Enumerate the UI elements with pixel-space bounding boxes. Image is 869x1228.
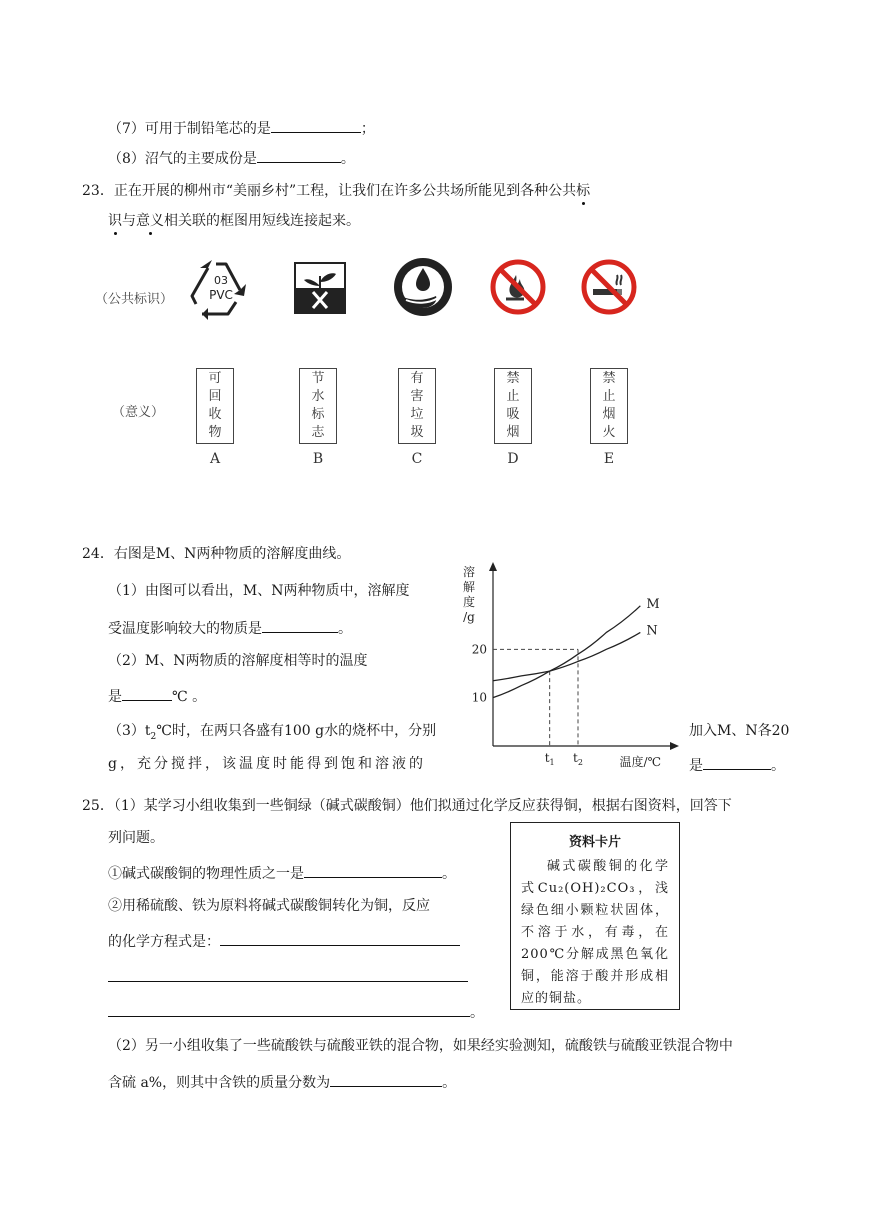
meaning-char: 收 [208, 407, 222, 422]
meaning-box[interactable] [398, 368, 436, 444]
meaning-char: 物 [208, 425, 222, 440]
answer-line[interactable] [108, 981, 468, 982]
q22-item7: （7）可用于制铅笔芯的是 ； [108, 118, 375, 138]
recycle-code-label: 03 [214, 274, 228, 287]
answer-blank[interactable] [257, 148, 341, 163]
q25-s3: 的化学方程式是： [108, 931, 460, 951]
answer-blank[interactable] [271, 118, 361, 133]
meaning-char: 有 [410, 371, 424, 386]
x-tick-label: $t_1$ [544, 751, 555, 767]
answer-blank[interactable] [262, 618, 338, 633]
meaning-box[interactable] [494, 368, 532, 444]
meaning-char: 可 [208, 371, 222, 386]
hazardous-waste-icon [294, 262, 346, 314]
y-tick-label: 20 [471, 642, 487, 657]
meaning-char: 火 [602, 425, 616, 440]
recycle-pvc-icon [188, 254, 254, 320]
q23-line2: 识与意义相关联的框图用短线连接起来。 [108, 213, 360, 229]
card-body: 碱式碳酸铜的化学式Cu₂(OH)₂CO₃，浅绿色细小颗粒状固体，不溶于水，有毒，在200℃分解成黑色氧化铜，能溶于酸并形成相应的铜盐。 [521, 859, 669, 1006]
meaning-char: 水 [311, 389, 325, 404]
answer-blank[interactable] [703, 755, 771, 770]
series-label: M [646, 596, 660, 612]
x-axis-label: 温度/℃ [619, 755, 661, 769]
signs-label: （公共标识） [95, 292, 174, 307]
q24-p3b-right: 是 。 [689, 755, 785, 775]
meaning-box[interactable] [590, 368, 628, 444]
q24-p3a: $(3)t_2℃$时，在两只各盛有100 g水的烧杯中，分别 [108, 723, 437, 742]
answer-blank[interactable] [330, 1072, 442, 1087]
y-axis-label: /g [463, 610, 475, 624]
meaning-letter: C [411, 451, 423, 467]
answer-blank[interactable] [304, 863, 442, 878]
y-tick-label: 10 [471, 690, 487, 705]
y-axis-label: 度 [462, 595, 476, 609]
y-axis-label: 解 [462, 580, 476, 594]
meaning-char: 禁 [506, 371, 520, 386]
series-label: N [646, 623, 658, 639]
q24-p1b: 受温度影响较大的物质是 。 [108, 618, 352, 638]
q23-line1: 23．正在开展的柳州市“美丽乡村”工程，让我们在许多公共场所能见到各种公共标 [82, 183, 591, 199]
chart-guides [493, 649, 578, 746]
meaning-letter: D [507, 451, 519, 467]
series-N-line [493, 632, 640, 680]
meaning-char: 回 [208, 389, 222, 404]
q24-p3a-right: 加入M、N各20 [689, 723, 790, 739]
meaning-char: 吸 [506, 407, 520, 422]
meaning-label: （意义） [112, 405, 165, 420]
q25-p2a: （2）另一小组收集了一些硫酸铁与硫酸亚铁的混合物，如果经实验测知，硫酸铁与硫酸亚铁混合物中 [108, 1038, 733, 1054]
meaning-char: 烟 [506, 425, 520, 440]
meaning-letter: A [209, 451, 221, 467]
q24-p1a: （1）由图可以看出，M、N两种物质中，溶解度 [108, 583, 410, 599]
no-smoking-icon [581, 259, 637, 315]
series-M-line [493, 606, 640, 698]
q24-intro: 24．右图是M、N两种物质的溶解度曲线。 [82, 546, 351, 562]
meaning-char: 禁 [602, 371, 616, 386]
card-title: 资料卡片 [568, 835, 621, 850]
chart-axes [489, 562, 679, 750]
meaning-char: 标 [311, 407, 325, 422]
meaning-char: 圾 [410, 425, 424, 440]
q25-s2: ②用稀硫酸、铁为原料将碱式碳酸铜转化为铜，反应 [108, 898, 430, 914]
card-formula: Cu₂(OH)₂CO₃ [537, 881, 636, 896]
x-axis-arrow [670, 742, 679, 750]
meaning-char: 节 [311, 371, 325, 386]
q24-p2b: 是 ℃ 。 [108, 686, 206, 706]
q25-s4: 。 [108, 1002, 484, 1022]
meaning-box[interactable] [196, 368, 234, 444]
meaning-char: 害 [410, 389, 424, 404]
meaning-char: 止 [506, 389, 520, 404]
x-tick-label: $t_2$ [573, 751, 583, 767]
recycle-material-label: PVC [209, 288, 233, 302]
solubility-chart [455, 560, 685, 775]
q22-item8: （8）沼气的主要成份是 。 [108, 148, 355, 168]
meaning-box[interactable] [299, 368, 337, 444]
answer-blank[interactable] [108, 1002, 470, 1017]
meaning-char: 垃 [410, 407, 424, 422]
q24-p2a: （2）M、N两物质的溶解度相等时的温度 [108, 653, 368, 669]
y-axis-arrow [489, 562, 497, 571]
meaning-letter: E [603, 451, 615, 467]
water-saving-icon [392, 256, 454, 318]
q24-p3b: g，充分搅拌，该温度时能得到饱和溶液的 [108, 756, 426, 772]
answer-blank[interactable] [122, 686, 172, 701]
q25-line1: 25．（1）某学习小组收集到一些铜绿（碱式碳酸铜）他们拟通过化学反应获得铜，根据右图资料，回答下 [82, 798, 732, 814]
y-axis-label: 溶 [462, 565, 476, 579]
chart-series [493, 606, 640, 698]
answer-blank[interactable] [220, 931, 460, 946]
meaning-letter: B [312, 451, 324, 467]
q25-s1: ①碱式碳酸铜的物理性质之一是 。 [108, 863, 456, 883]
meaning-char: 止 [602, 389, 616, 404]
meaning-char: 烟 [602, 407, 616, 422]
q25-line2: 列问题。 [108, 830, 164, 846]
no-fire-icon [490, 259, 546, 315]
meaning-char: 志 [311, 425, 325, 440]
data-card [510, 822, 680, 1010]
q25-p2b: 含硫 a%，则其中含铁的质量分数为 。 [108, 1072, 456, 1092]
